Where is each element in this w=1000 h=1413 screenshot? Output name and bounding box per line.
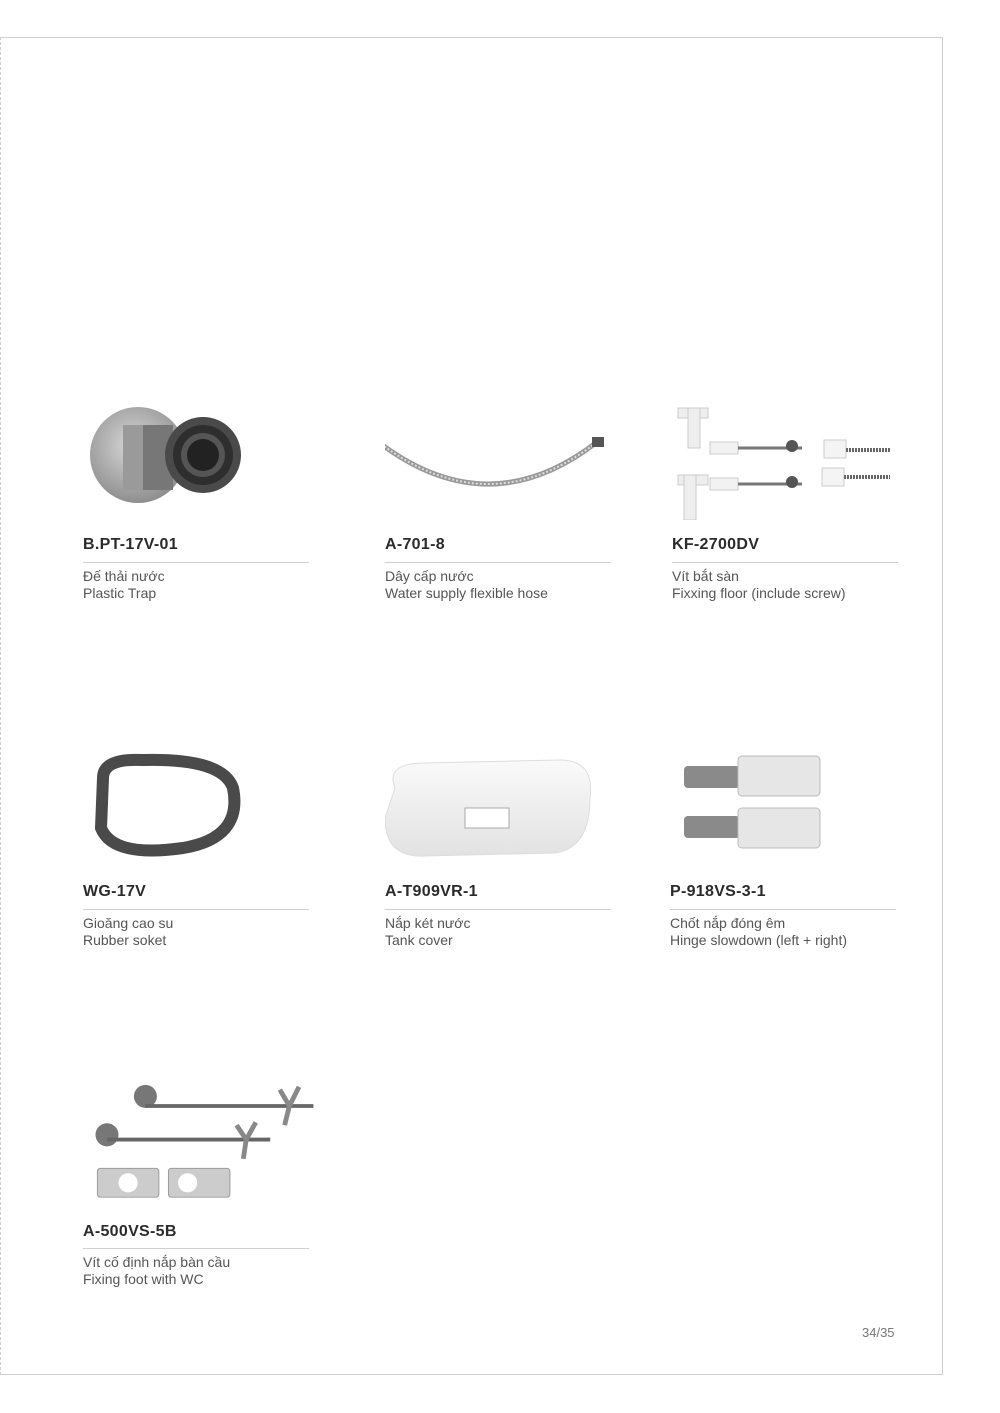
rubber-gasket-image [83, 748, 313, 868]
product-code: KF-2700DV [672, 536, 760, 553]
product-name-vi: Nắp két nước [385, 915, 471, 931]
product-name-en: Plastic Trap [83, 585, 157, 601]
divider [670, 909, 896, 910]
divider [385, 562, 611, 563]
divider [83, 909, 309, 910]
product-code: WG-17V [83, 883, 147, 900]
product-code: A-500VS-5B [83, 1223, 177, 1240]
flexible-hose-image [385, 400, 615, 520]
product-name-en: Fixxing floor (include screw) [672, 585, 846, 601]
divider [83, 562, 309, 563]
product-code: B.PT-17V-01 [83, 536, 178, 553]
product-code: A-701-8 [385, 536, 445, 553]
product-code: A-T909VR-1 [385, 883, 478, 900]
product-code: P-918VS-3-1 [670, 883, 766, 900]
divider [385, 909, 611, 910]
plastic-trap-image [83, 400, 313, 520]
product-name-en: Water supply flexible hose [385, 585, 548, 601]
product-name-vi: Vít cố định nắp bàn cầu [83, 1254, 231, 1270]
product-name-vi: Dây cấp nước [385, 568, 474, 584]
product-name-vi: Gioăng cao su [83, 915, 174, 931]
product-name-en: Rubber soket [83, 932, 167, 948]
product-name-en: Tank cover [385, 932, 453, 948]
product-name-en: Hinge slowdown (left + right) [670, 932, 848, 948]
product-name-vi: Chốt nắp đóng êm [670, 915, 786, 931]
fixing-foot-image [83, 1082, 323, 1202]
tank-cover-image [385, 748, 615, 868]
page-number: 34/35 [862, 1325, 895, 1340]
product-name-vi: Vít bắt sàn [672, 568, 739, 584]
product-name-vi: Đế thải nước [83, 568, 165, 584]
floor-screw-image [672, 400, 902, 520]
divider [672, 562, 898, 563]
divider [83, 1248, 309, 1249]
hinge-image [670, 748, 900, 868]
product-name-en: Fixing foot with WC [83, 1271, 204, 1287]
